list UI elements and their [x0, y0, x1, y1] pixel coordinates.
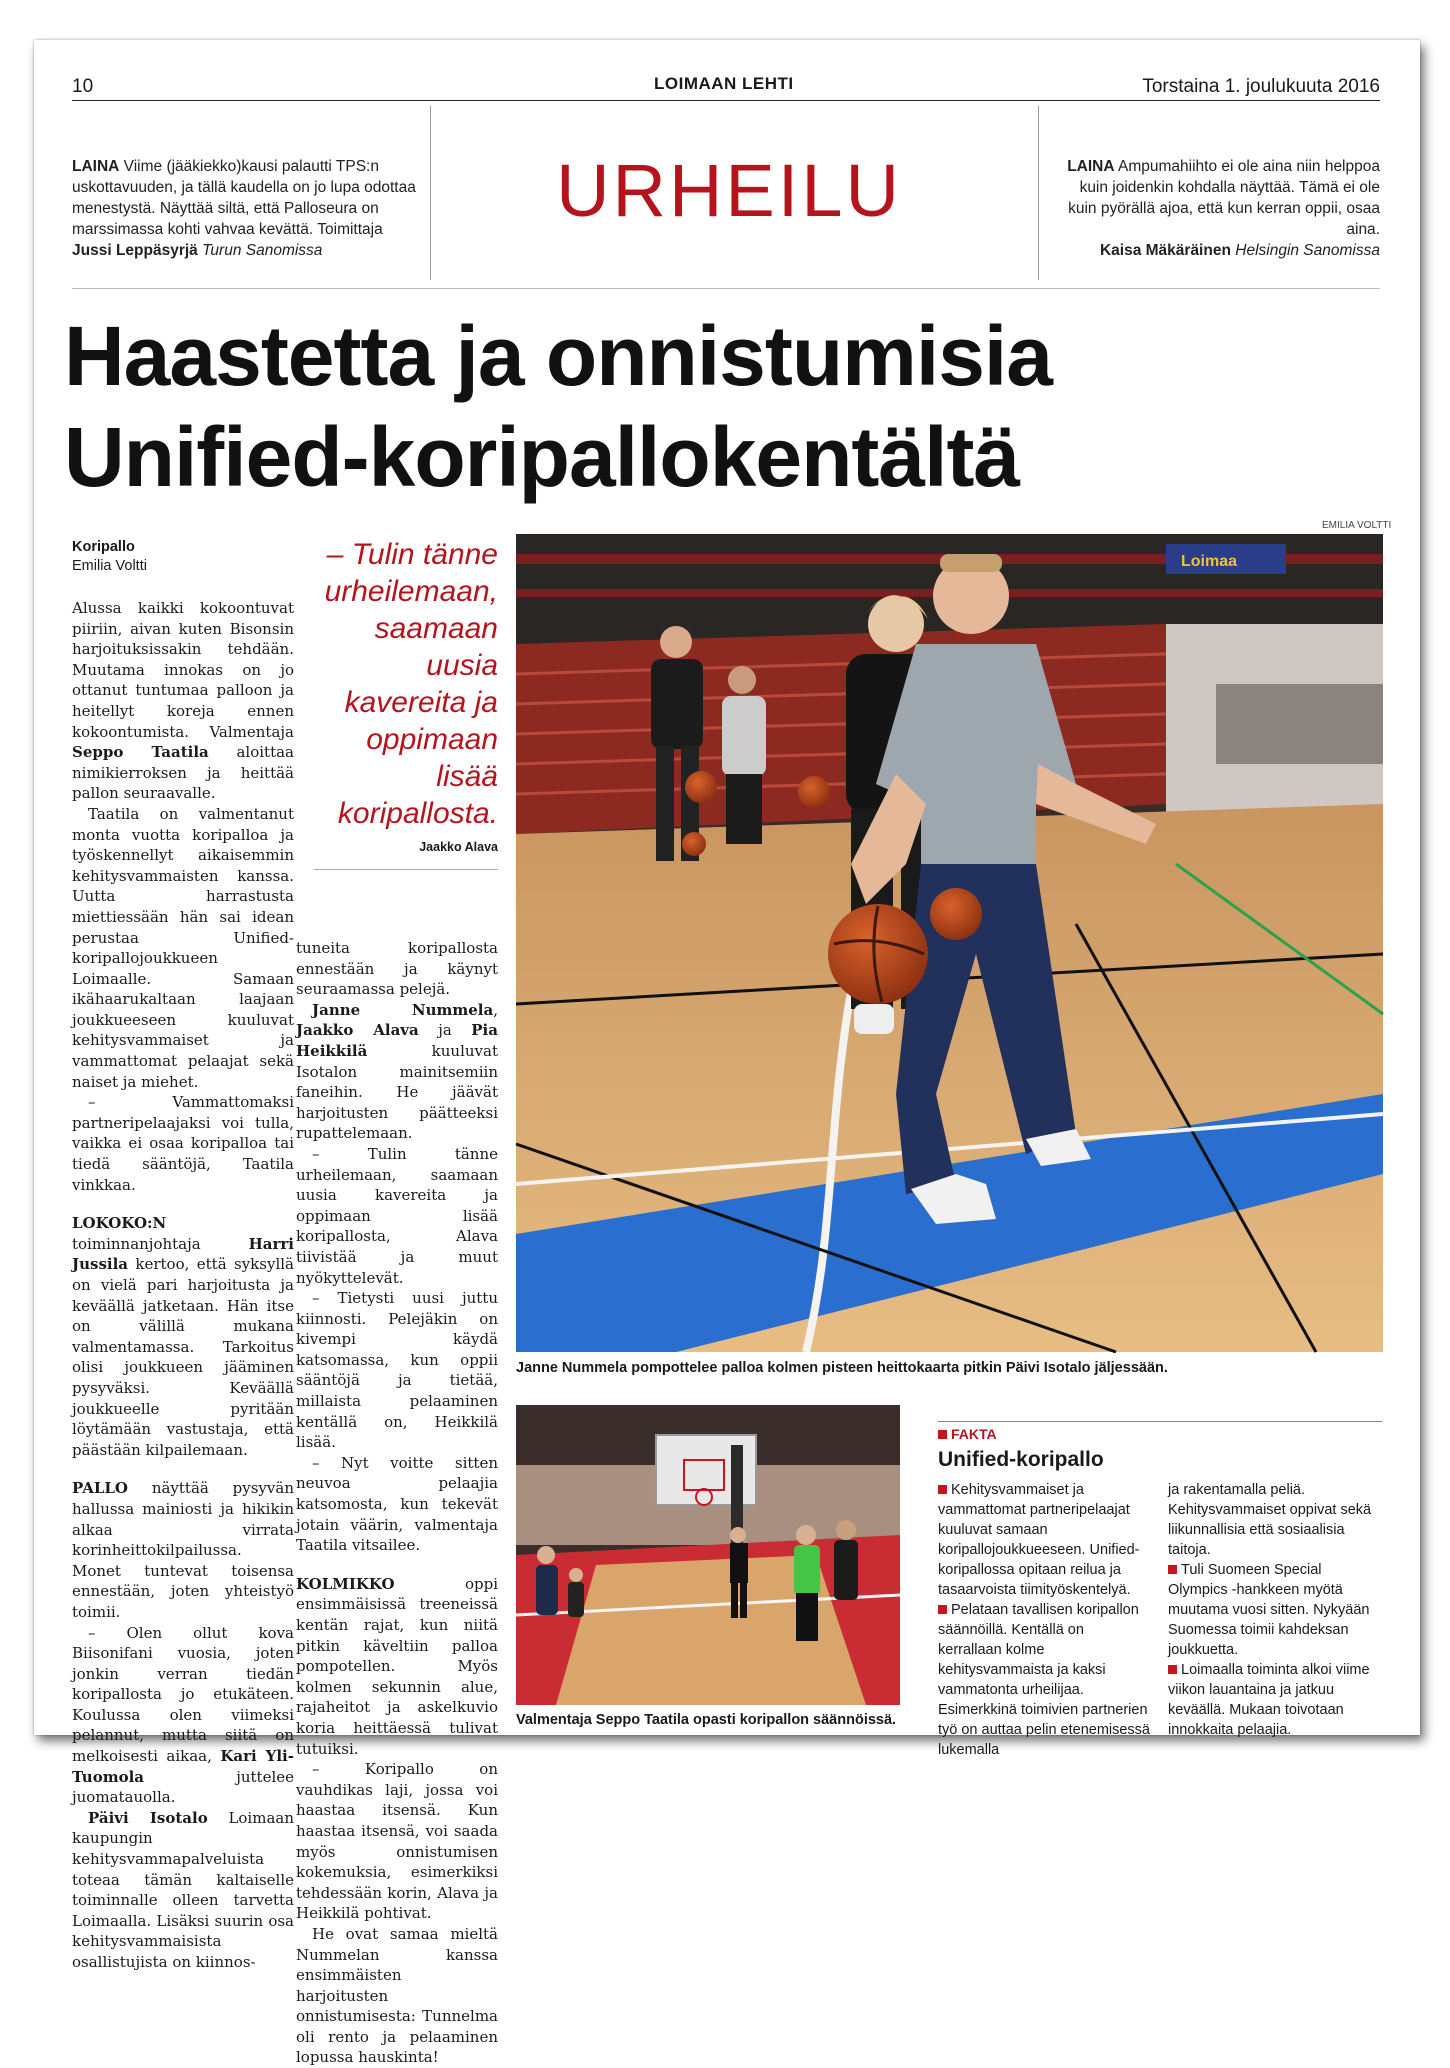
bullet-square-icon — [1168, 1665, 1177, 1674]
quote-right-author: Kaisa Mäkäräinen — [1099, 242, 1231, 259]
quote-left-text: Viime (jääkiekko)kausi palautti TPS:n uskottavuuden, ja tällä kaudella on jo lupa odottaa menestystä. Näyttää siltä, että Palloseura on marssimassa kohti vahvaa kevättä. — [72, 158, 416, 238]
byline — [72, 538, 147, 576]
page-number: 10 — [72, 76, 94, 97]
top-rule — [72, 288, 1380, 289]
divider-right — [1038, 106, 1039, 280]
pull-quote: – Tulin tänne urheilemaan, saamaan uusia kavereita ja oppimaan lisää koripallosta. — [324, 538, 498, 830]
bullet-square-icon — [1168, 1565, 1177, 1574]
body-text: näyttää pysyvän hallussa mainiosti ja hikikin alkaa virrata korinheittokilpailussa. Monet tuntevat toisensa ennestään, joten yhteistyö toimii. — [72, 1479, 294, 1621]
bullet-square-icon — [938, 1605, 947, 1614]
fakta-tag — [938, 1426, 997, 1442]
fakta-item: Pelataan tavallisen koripallon säännöillä. Kentällä on kerrallaan kolme kehitysvammaista ja kaksi vammatonta urheilijaa. Esimerkkinä toimivien partnerien työ on auttaa pelin etenemisessä lukemalla — [938, 1602, 1150, 1758]
fakta-rule — [938, 1421, 1382, 1422]
body-paragraph: – Koripallo on vauhdikas laji, jossa voi haastaa itsensä. Kun haastaa itsensä, voi saada myös onnistumisen kokemuksia, esimerkiksi tehdessään korin, Alava ja Heikkilä pohtivat. — [296, 1760, 498, 1923]
body-text: oppi ensimmäisissä treeneissä kentän rajat, kun niitä pitkin käveltiin palloa pompotellen. Myös kolmen sekunnin alue, rajaheitot ja askelkuvio koria heittäessä tulivat tutuiksi. — [296, 1574, 498, 1758]
quote-left-label: LAINA — [72, 158, 120, 175]
body-paragraph: Taatila on valmentanut monta vuotta koripalloa ja työskennellyt aikaisemmin kehitysvammaisten kanssa. Uutta harrastusta miettiessään hän sai idean perustaa Unified-koripallojoukkueen Loimaalle. Samaan ikähaarukaltaan laajaan joukkueeseen kuuluvat kehitysvammaiset ja vammattomat pelaajat sekä naiset ja miehet. — [72, 804, 294, 1091]
banner-text: Loimaa — [1181, 553, 1238, 570]
body-text: Alussa kaikki kokoontuvat piiriin, aivan kuten Bisonsin harjoituksissakin tehdään. Muutama innokas on jo ottanut tuntumaa palloon ja heitellyt koreja ennen kokoontumista. Valmentaja — [72, 599, 294, 741]
person-name: Janne Nummela — [312, 1000, 494, 1019]
body-paragraph: – Tulin tänne urheilemaan, saamaan uusia kavereita ja oppimaan lisää koripallosta, Alava tiivistää ja muut nyökyttelevät. — [296, 1144, 498, 1287]
fakta-title: Unified-koripallo — [938, 1448, 1104, 1471]
body-text: kertoo, että syksyllä on vielä pari harjoitusta ja keväällä jatketaan. Hän itse on välillä mukana valmentamassa. Tarkoitus olisi joukkueen jääminen pysyväksi. Keväällä joukkueelle pyritään löytämään vastustaja, että päästään kilpailemaan. — [72, 1255, 294, 1459]
main-photo — [516, 534, 1383, 1352]
body-text: ja — [438, 1021, 452, 1040]
second-photo-caption: Valmentaja Seppo Taatila opasti koripallon säännöissä. — [516, 1712, 897, 1728]
person-name: Kari Yli-Tuomola — [72, 1747, 294, 1786]
body-text: Loimaan kaupungin kehitysvammapalveluista toteaa tämän kaltaiselle toiminnalle olleen tarvetta Loimaalla. Lisäksi suurin osa kehitysvammaisista osallistujista on kiinnos- — [72, 1808, 294, 1971]
fakta-column-2 — [1168, 1480, 1380, 1740]
lead-word: PALLO — [72, 1479, 128, 1498]
quote-right-text: Ampumahiihto ei ole aina niin helppoa kuin joidenkin kohdalla näyttää. Tämä ei ole kuin pyörällä ajoa, että kun kerran oppii, osaa aina. — [1068, 158, 1380, 238]
body-text: toiminnanjohtaja — [72, 1234, 201, 1253]
person-name: Harri Jussila — [72, 1234, 294, 1274]
quote-left-source: Turun Sanomissa — [202, 242, 323, 259]
quote-left — [72, 156, 417, 261]
main-photo-caption: Janne Nummela pompottelee palloa kolmen pisteen heittokaarta pitkin Päivi Isotalo jäljessään. — [516, 1360, 1168, 1376]
quote-right-label: LAINA — [1067, 158, 1115, 175]
fakta-tag-label: FAKTA — [951, 1426, 997, 1442]
person-name: Päivi Isotalo — [88, 1808, 208, 1827]
body-text: kuuluvat Isotalon mainitsemiin faneihin. He jäävät harjoitusten päätteeksi rupattelemaan. — [296, 1041, 498, 1143]
byline-topic: Koripallo — [72, 539, 135, 555]
quote-right — [1054, 156, 1380, 261]
pull-quote-attribution: Jaakko Alava — [419, 840, 498, 854]
headline-line-1: Haastetta ja onnistumisia — [64, 309, 1052, 403]
fakta-item: Tuli Suomeen Special Olympics -hankkeen myötä muutama vuosi sitten. Nykyään Suomessa toimii kahdeksan joukkuetta. — [1168, 1562, 1370, 1658]
quote-left-role: Toimittaja — [317, 221, 383, 238]
body-paragraph: – Tietysti uusi juttu kiinnosti. Pelejäkin on kivempi käydä katsomassa, kun oppii sääntöjä ja tietää, millaista pelaaminen kentällä on, Heikkilä lisää. — [296, 1289, 498, 1452]
headline — [64, 306, 1384, 508]
fakta-item: Kehitysvammaiset ja vammattomat partneripelaajat kuuluvat samaan koripallojoukkueeseen. Unified-koripallossa opitaan reilua ja tasaarvoista tiimityöskentelyä. — [938, 1482, 1140, 1598]
lead-word: LOKOKO:N — [72, 1214, 167, 1233]
section-title: URHEILU — [556, 149, 902, 232]
headline-line-2: Unified-koripallokentältä — [64, 410, 1020, 504]
quote-right-source: Helsingin Sanomissa — [1235, 242, 1380, 259]
body-text: juttelee juomatauolla. — [72, 1767, 294, 1807]
newspaper-page — [34, 40, 1420, 2067]
fakta-item-continued: ja rakentamalla peliä. Kehitysvammaiset oppivat sekä liikunnallisia että sosiaalisia taitoja. — [1168, 1482, 1372, 1558]
bullet-square-icon — [938, 1485, 947, 1494]
body-column-2: tuneita koripallosta ennestään ja käynyt seuraamassa pelejä. Janne Nummela, Jaakko Alava ja Pia Heikkilä kuuluvat Isotalon mainitsemiin faneihin. He jäävät harjoitusten päätteeksi rupattelemaan. – Tulin tänne urheilemaan, saamaan uusia kavereita ja oppimaan lisää koripallosta, Alava tiivistää ja muut nyökyttelevät. – Tietysti uusi juttu kiinnosti. Pelejäkin on kivempi käydä katsomassa, kun oppii sääntöjä ja tietää, millaista pelaaminen kentällä on, Heikkilä lisää. – Nyt voitte sitten neuvoa pelaajia katsomosta, kun tekevät jotain väärin, valmentaja Taatila vitsailee. KOLMIKKO oppi ensimmäisissä treeneissä kentän rajat, kun niitä pitkin käveltiin palloa pompotellen. Myös kolmen sekunnin alue, rajaheitot ja askelkuvio koria heittäessä tulivat tutuiksi. – Koripallo on vauhdikas laji, jossa voi haastaa itsensä. Kun haastaa itsensä, voi saada myös onnistumisen kokemuksia, esimerkiksi tehdessään korin, Alava ja Heikkilä pohtivat. He ovat samaa mieltä Nummelan kanssa ensimmäisten harjoitusten onnistumisesta: Tunnelma oli rento ja pelaaminen lopussa hauskinta! — [296, 939, 498, 2067]
byline-author: Emilia Voltti — [72, 558, 147, 574]
person-name: Pia Heikkilä — [296, 1021, 498, 1060]
header-rule — [72, 100, 1380, 101]
second-photo — [516, 1405, 900, 1705]
lead-word: KOLMIKKO — [296, 1574, 395, 1593]
body-paragraph: tuneita koripallosta ennestään ja käynyt seuraamassa pelejä. — [296, 939, 498, 999]
body-paragraph: He ovat samaa mieltä Nummelan kanssa ensimmäisten harjoitusten onnistumisesta: Tunnelma oli rento ja pelaaminen lopussa hauskinta! — [296, 1924, 498, 2067]
body-paragraph: – Nyt voitte sitten neuvoa pelaajia katsomosta, kun tekevät jotain väärin, valmentaja Taatila vitsailee. — [296, 1453, 498, 1555]
body-column-1 — [72, 598, 294, 1973]
pull-quote-rule — [314, 869, 498, 870]
newspaper-name: LOIMAAN LEHTI — [654, 74, 794, 93]
fakta-item: Loimaalla toiminta alkoi viime viikon lauantaina ja jatkuu keväällä. Mukaan toivotaan innokkaita pelaajia. — [1168, 1662, 1370, 1738]
body-text: – Olen ollut kova Biisonifani vuosia, joten jonkin verran tiedän koripallosta jo etukäteen. Koulussa olen viimeksi pelannut, mutta siitä on melkoisesti aikaa, — [72, 1623, 294, 1766]
person-name: Seppo Taatila — [72, 743, 209, 762]
person-name: Jaakko Alava — [296, 1021, 419, 1040]
body-text: aloittaa nimikierroksen ja heittää pallon seuraavalle. — [72, 743, 294, 803]
bullet-square-icon — [938, 1430, 947, 1439]
fakta-column-1 — [938, 1480, 1150, 1760]
quote-left-author: Jussi Leppäsyrjä — [72, 242, 198, 259]
body-paragraph: – Vammattomaksi partneripelaajaksi voi tulla, vaikka ei osaa koripalloa tai tiedä sääntöjä, Taatila vinkkaa. — [72, 1093, 294, 1194]
issue-date: Torstaina 1. joulukuuta 2016 — [1142, 76, 1380, 97]
photo-credit: EMILIA VOLTTI — [1322, 520, 1392, 531]
